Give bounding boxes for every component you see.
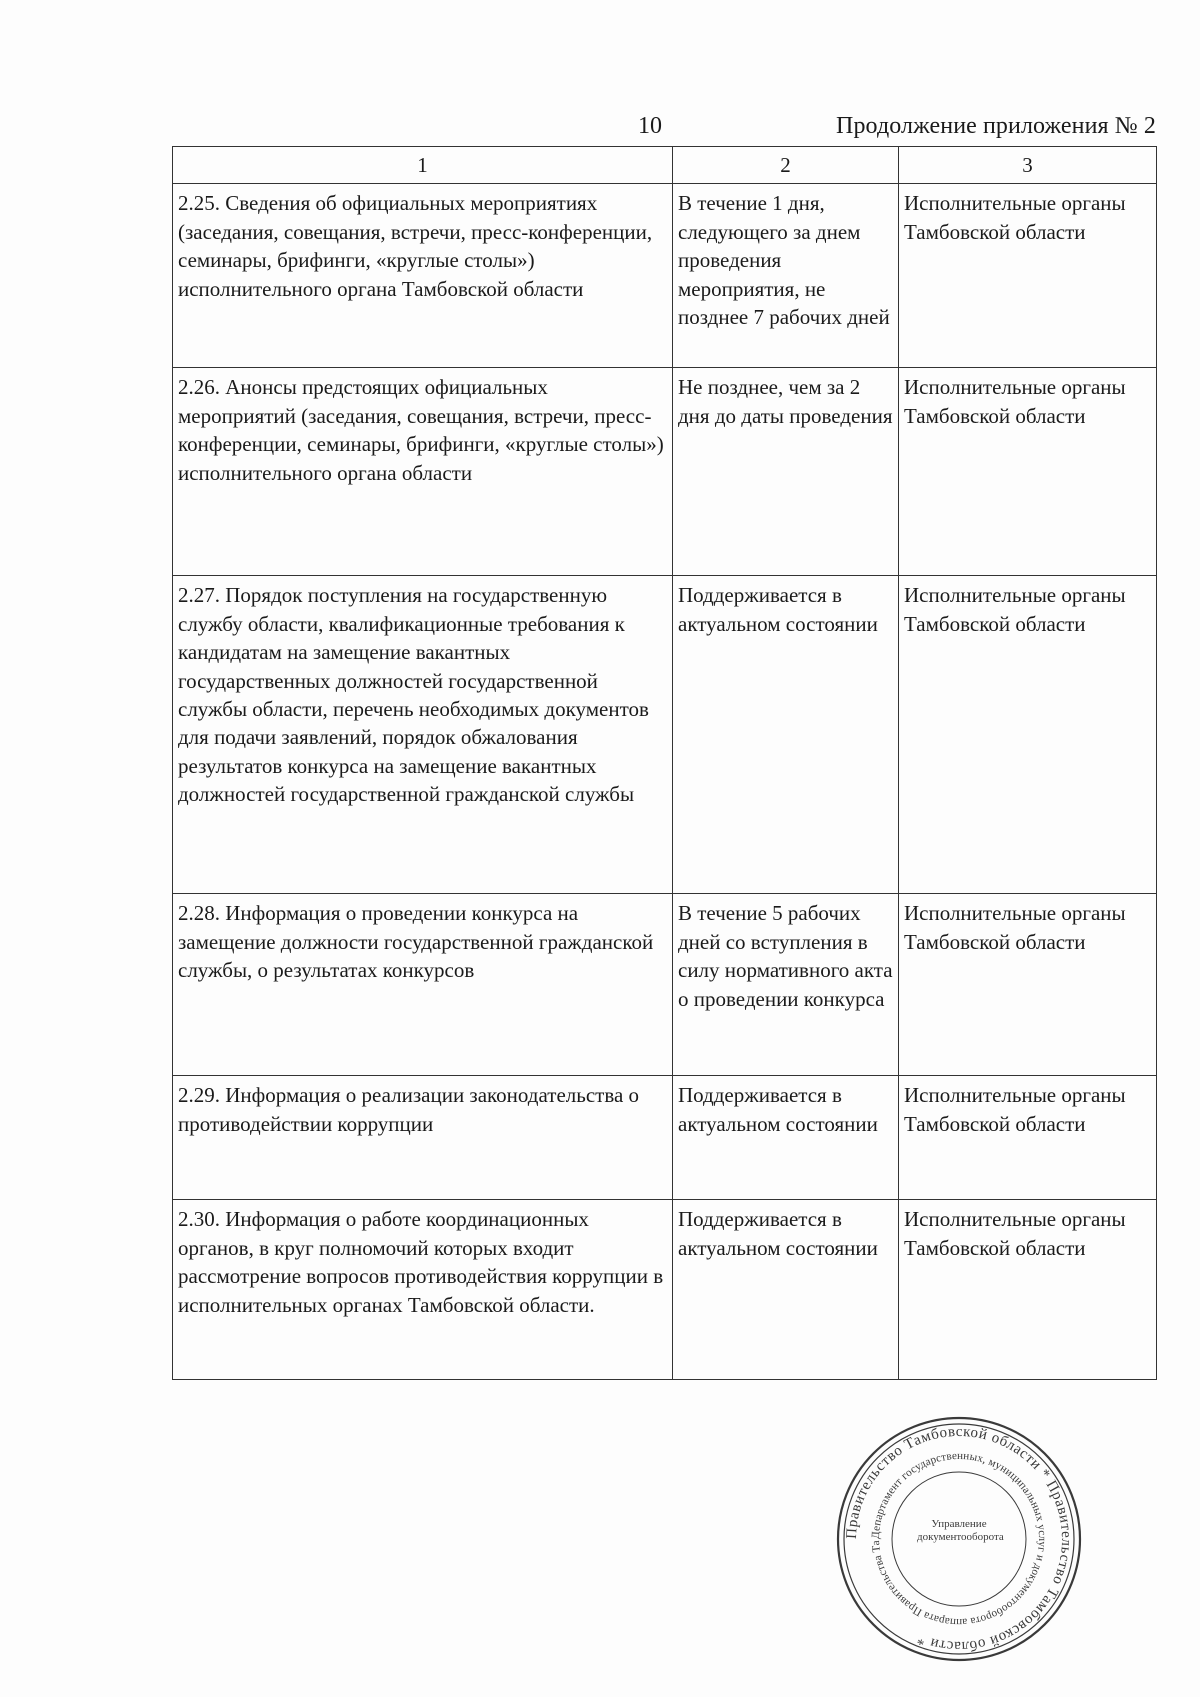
page-number: 10: [638, 113, 662, 139]
table-row: [173, 1200, 1157, 1380]
column-number-2: 2: [673, 147, 899, 184]
column-number-3: 3: [899, 147, 1157, 184]
table-row: [173, 894, 1157, 1076]
table-row: [173, 184, 1157, 368]
seal-inner-text: Департамент государственных, муниципальных услуг и документооборота аппарата Правительства Та: [869, 1449, 1049, 1629]
row-responsible: Исполнительные органы Тамбовской области: [899, 1200, 1157, 1380]
row-deadline: В течение 5 рабочих дней со вступления в силу нормативного акта о проведении конкурса: [673, 894, 899, 1076]
row-description: 2.30. Информация о работе координационных органов, в круг полномочий которых входит рассмотрение вопросов противодействия коррупции в исполнительных органах Тамбовской области.: [173, 1200, 673, 1380]
row-description: 2.26. Анонсы предстоящих официальных мероприятий (заседания, совещания, встречи, пресс-конференции, семинары, брифинги, «круглые столы») исполнительного органа области: [173, 368, 673, 576]
row-deadline: В течение 1 дня, следующего за днем проведения мероприятия, не позднее 7 рабочих дней: [673, 184, 899, 368]
seal-center-text: [917, 1518, 1004, 1562]
column-number-row: [173, 147, 1157, 184]
row-responsible: Исполнительные органы Тамбовской области: [899, 894, 1157, 1076]
seal-center-line-2: документооборота: [917, 1531, 1004, 1543]
row-description: 2.28. Информация о проведении конкурса на замещение должности государственной гражданской службы, о результатах конкурсов: [173, 894, 673, 1076]
information-table: [172, 146, 1157, 1380]
appendix-continuation-label: Продолжение приложения № 2: [836, 113, 1156, 139]
column-number-1: 1: [173, 147, 673, 184]
row-deadline: Поддерживается в актуальном состоянии: [673, 576, 899, 894]
seal-outer-text: Правительство Тамбовской области * Правительство Тамбовской области *: [843, 1423, 1075, 1655]
row-responsible: Исполнительные органы Тамбовской области: [899, 368, 1157, 576]
row-responsible: Исполнительные органы Тамбовской области: [899, 1076, 1157, 1200]
row-deadline: Поддерживается в актуальном состоянии: [673, 1076, 899, 1200]
table-row: [173, 1076, 1157, 1200]
table-row: [173, 576, 1157, 894]
row-responsible: Исполнительные органы Тамбовской области: [899, 184, 1157, 368]
official-seal-stamp: [834, 1414, 1084, 1664]
seal-center-line-1: Управление: [931, 1518, 987, 1530]
row-deadline: Не позднее, чем за 2 дня до даты проведения: [673, 368, 899, 576]
row-deadline: Поддерживается в актуальном состоянии: [673, 1200, 899, 1380]
row-description: 2.29. Информация о реализации законодательства о противодействии коррупции: [173, 1076, 673, 1200]
row-responsible: Исполнительные органы Тамбовской области: [899, 576, 1157, 894]
table-row: [173, 368, 1157, 576]
row-description: 2.27. Порядок поступления на государственную службу области, квалификационные требования к кандидатам на замещение вакантных государственных должностей государственной службы области, перечень необходимых документов для подачи заявлений, порядок обжалования результатов конкурса на замещение вакантных должностей государственной гражданской службы: [173, 576, 673, 894]
row-description: 2.25. Сведения об официальных мероприятиях (заседания, совещания, встречи, пресс-конференции, семинары, брифинги, «круглые столы») исполнительного органа Тамбовской области: [173, 184, 673, 368]
